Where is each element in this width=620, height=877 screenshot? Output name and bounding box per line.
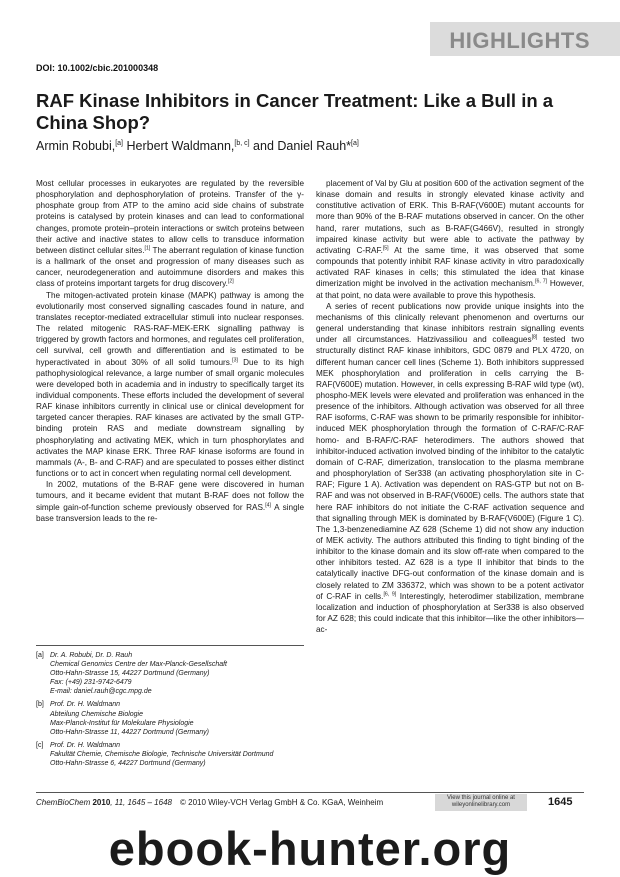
affiliation-line: Fax: (+49) 231-9742-6479 [50,679,132,687]
affiliation-entry [36,651,304,696]
affiliation-lines [50,700,209,736]
citation-ref[interactable]: [2] [227,278,234,285]
affiliation-line: Max-Planck-Institut für Molekulare Physiologie [50,719,194,727]
paragraph-text: In 2002, mutations of the B-RAF gene were discovered in human tumours, and it became evident that mutant B-RAF does not follow the simple gain-of-function scheme previously observed for RAS. [36,480,304,512]
journal-volume: , 11, 1645 – 1648 [110,798,172,807]
online-journal-badge[interactable] [435,794,527,811]
watermark-text: ebook-hunter.org [108,826,512,875]
affiliation-name: Dr. A. Robubi, Dr. D. Rauh [50,652,133,659]
paragraph-text: The mitogen-activated protein kinase (MAPK) pathway is among the evolutionarily most conserved signalling cascades found in nature, and translates receptor-mediated extracellular stimuli into nuclear responses. The related mitogenic RAS-RAF-MEK-ERK signalling pathway is triggered by growth factors and hormones, and regulates cell proliferation, cell survival, cell growth and differentiation and is estimated to be hyperactivated in about 30% of all solid tumours. [36,290,304,367]
author-affiliation-mark: [b, c] [234,139,250,147]
affiliation-tag: [c] [36,741,44,749]
paragraph-text: The aberrant regulation of kinase function is a hallmark of the onset and progression of many diseases such as cancer, neurodegeneration and autoimmune disorders and makes this class of proteins important targets for drug discovery. [36,245,304,289]
author-affiliation-mark: [a] [351,139,359,147]
paragraph-text: Interestingly, heterodimer stabilization, membrane localization and induction of phosphorylation at Ser338 is also observed for AZ 628; this could indicate that this inhibitor—like the other inhibitors—ac- [316,591,584,635]
affiliation-line: Otto-Hahn-Strasse 6, 44227 Dortmund (Germany) [50,760,206,768]
journal-name: ChemBioChem [36,798,91,807]
paragraph-text: tested two structurally distinct RAF kinase inhibitors, GDC 0879 and PLX 4720, on different human cancer cell lines (Scheme 1). Both inhibitors suppressed MEK phosphorylation and proliferation in cells carrying the B-RAF(V600E) mutation. However, in cells expressing B-RAF wild type (wt), phospho-MEK levels were elevated and proliferation was enhanced in the presence of the inhibitors. Although activation was observed for all three RAF isoforms, C-RAF was shown to be primarily responsible for inhibitor-induced MEK phosphorylation through the formation of C-RAF/C-RAF homo- and B-RAF/C-RAF heterodimers. The authors showed that inhibitor-induced activation involved binding of the inhibitor to the catalytic domain of C-RAF, dimerization, translocation to the plasma membrane and phosphorylation of Ser338 (an activating phosphorylation site in C-RAF; Figure 1 A). Activation was dependent on RAS-GTP but not on B-RAF and was not observed in B-RAF(V600E) cells. The authors state that here RAF inhibitors do not initiate the C-RAF activation sequence and that signalling through MEK is dominated by B-RAF(V600E) (Figure 1 C). The 1,3-benzenediamine AZ 628 (Scheme 1) did not show any induction of MEK activity. The authors attributed this finding to tight binding of the inhibitor to the kinase domain and its slow off-rate when compared to the other inhibitors tested. AZ 628 is a type II inhibitor that binds to the catalytically inactive DFG-out conformation of the kinase domain and is closely related to ZM 336372, which was shown to be a potent activator of C-RAF in cells. [316,335,584,601]
affiliation-divider [36,645,304,646]
footer-divider [36,792,584,793]
doi-line[interactable]: DOI: 10.1002/cbic.201000348 [36,63,159,73]
footer-copyright: © 2010 Wiley-VCH Verlag GmbH & Co. KGaA, Weinheim [180,798,384,807]
affiliation-entry [36,700,304,736]
affiliation-tag: [a] [36,652,44,659]
body-paragraph [316,178,584,301]
citation-ref[interactable]: [5] [382,245,389,252]
body-paragraph [316,301,584,636]
citation-ref[interactable]: [3] [232,356,238,363]
affiliation-name: Prof. Dr. H. Waldmann [50,701,121,709]
citation-ref[interactable]: [4] [265,501,271,508]
affiliation-lines [50,651,227,696]
page-number: 1645 [548,796,573,808]
author-list [36,139,576,153]
affiliation-line: Otto-Hahn-Strasse 15, 44227 Dortmund (Germany) [50,670,210,678]
affiliations [36,651,304,772]
citation-ref[interactable]: [1] [144,245,151,252]
section-label: HIGHLIGHTS [449,28,590,53]
footer-citation [36,798,172,807]
affiliation-line: Abteilung Chemische Biologie [50,710,143,718]
citation-ref[interactable]: [6, 7] [535,278,548,285]
paragraph-text: placement of Val by Glu at position 600 of the activation segment of the kinase domain and results in strongly elevated kinase activity and constitutive activation of ERK. This B-RAF(V600E) mutant accounts for more than 90% of the B-RAF mutations observed in cancer. On the other hand, rarer mutations, such as B-RAF(G466V), resulted in strongly impaired kinase activity but were able to activate the pathway by activating C-RAF. [316,179,584,255]
affiliation-email[interactable]: E-mail: daniel.rauh@cgc.mpg.de [50,688,152,696]
watermark [0,826,620,877]
body-paragraph [36,290,304,480]
affiliation-name: Prof. Dr. H. Waldmann [50,741,121,749]
paragraph-text: Due to its high pathophysiological relevance, a large number of small organic molecules were developed both in academia and in industry to specifically target its individual components. These efforts included the development of several RAF kinase inhibitors currently in clinical use or clinical development for targeted cancer therapies. RAF kinases are activated by the small GTP-binding protein RAS and mediate downstream signalling by phosphorylating and activating MEK, which in turn phosphorylates and activates the MAP kinase ERK. Three RAF kinase isoforms are found in mammals (A-, B- and C-RAF) and are speculated to posses either distinct functions or to act in concert when regulating normal cell development. [36,357,304,479]
affiliation-lines [50,741,273,768]
author-robubi: Armin Robubi, [36,139,116,153]
body-column-left [36,178,304,524]
journal-year: 2010 [92,798,111,807]
paragraph-text: Most cellular processes in eukaryotes are regulated by the reversible phosphorylation and dephosphorylation of proteins. Transfer of the γ-phosphate group from ATP to the amino acid side chains of substrate proteins is catalysed by protein kinases and can lead to conformational changes, promote protein–protein interactions or switch proteins between their active and inactive states to allow cells to transduce information between distinct cellular sites. [36,179,304,255]
citation-ref[interactable]: [8] [531,334,538,341]
affiliation-line: Chemical Genomics Centre der Max-Planck-Gesellschaft [50,661,228,669]
citation-ref[interactable]: [6, 9] [383,591,397,598]
online-badge-url[interactable]: wileyonlinelibrary.com [451,802,511,808]
paragraph-text: At the same time, it was observed that some compounds that potently inhibit RAF kinase activity in vitro paradoxically activated RAF kinases in cells; this stimulated the idea that kinase dimerization might be involved in the activation mechanism. [316,245,584,289]
body-paragraph [36,479,304,524]
paragraph-text: A series of recent publications now provide unique insights into the mechanisms of this clinically relevant phenomenon and overturns our general understanding that kinase inhibitors restrain signalling events under all circumstances. Hatzivassiliou and colleagues [316,301,584,345]
body-column-right [316,178,584,635]
online-badge-line: View this journal online at [447,795,515,801]
author-affiliation-mark: [a] [115,139,123,147]
affiliation-line: Fakultät Chemie, Chemische Biologie, Technische Universität Dortmund [50,750,274,758]
author-rauh: and Daniel Rauh* [249,139,352,153]
paragraph-text: However, at that point, no data were available to prove this hypothesis. [316,279,584,300]
affiliation-line: Otto-Hahn-Strasse 11, 44227 Dortmund (Germany) [50,728,209,736]
paragraph-text: A single base transversion leads to the re- [36,502,305,523]
watermark-logo [0,826,620,877]
author-waldmann: Herbert Waldmann, [123,139,235,153]
affiliation-entry [36,741,304,768]
article-title: RAF Kinase Inhibitors in Cancer Treatment: Like a Bull in a China Shop? [36,90,554,133]
affiliation-tag: [b] [36,701,44,709]
body-paragraph [36,178,304,290]
